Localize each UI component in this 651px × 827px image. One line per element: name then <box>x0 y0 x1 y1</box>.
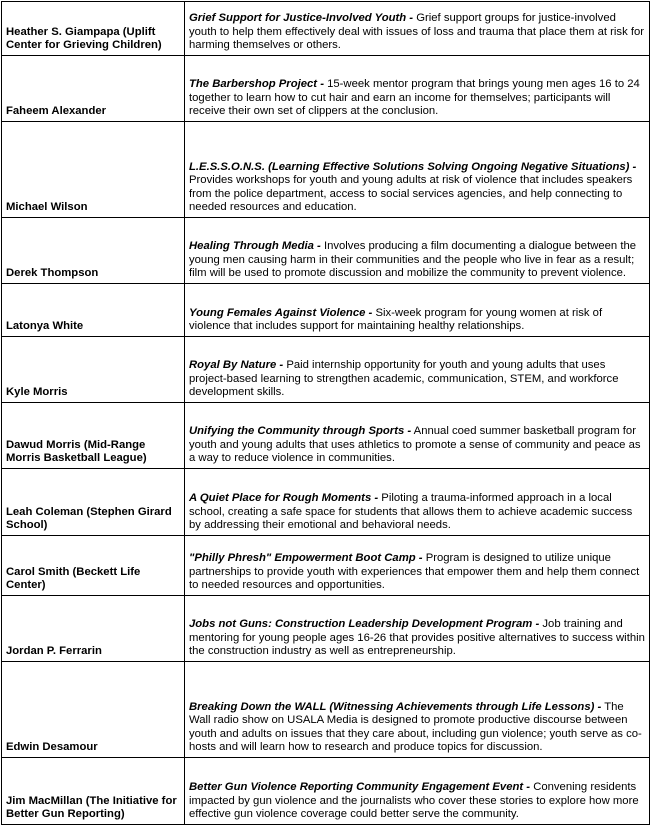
program-description: Provides workshops for youth and young adults at risk of violence that includes speakers from the police department, access to social services agencies, and help connecting to needed resources and education. <box>189 174 633 214</box>
table-row <box>2 536 650 596</box>
program-title: Young Females Against Violence - <box>189 306 373 319</box>
program-title: A Quiet Place for Rough Moments - <box>189 492 379 505</box>
program-description: Involves producing a film documenting a dialogue between the young men causing harm in their communities and the people who live in fear as a result; film will be used to promote discussion and mobilize the community to prevent violence. <box>189 240 637 280</box>
program-title: Jobs not Guns: Construction Leadership Development Program - <box>189 618 540 631</box>
table-row <box>2 758 650 825</box>
program-description: Grief support groups for justice-involved youth to help them effectively deal with issues of loss and trauma that place them at risk for harming themselves or others. <box>189 12 645 52</box>
program-title: Healing Through Media - <box>189 240 321 253</box>
table-row <box>2 337 650 403</box>
program-title: Better Gun Violence Reporting Community Engagement Event - <box>189 781 531 794</box>
program-cell <box>185 758 650 825</box>
grantee-name: Michael Wilson <box>2 122 185 218</box>
program-cell <box>185 662 650 758</box>
table-row <box>2 284 650 337</box>
program-cell <box>185 469 650 536</box>
grantee-name: Carol Smith (Beckett Life Center) <box>2 536 185 596</box>
grantee-name: Jim MacMillan (The Initiative for Better Gun Reporting) <box>2 758 185 825</box>
grantee-table <box>1 1 650 825</box>
table-row <box>2 403 650 469</box>
program-description: Convening residents impacted by gun violence and the journalists who cover these stories to explore how more effective gun violence coverage could better serve the community. <box>189 781 639 821</box>
program-description: Paid internship opportunity for youth and young adults that uses project-based learning to strengthen academic, communication, STEM, and workforce development skills. <box>189 359 619 399</box>
table-row <box>2 2 650 56</box>
table-row <box>2 56 650 122</box>
program-title: "Philly Phresh" Empowerment Boot Camp - <box>189 552 423 565</box>
program-description: The Wall radio show on USALA Media is designed to promote productive discourse between youth and adults on issues that they care about, including gun violence; youth serve as co-hosts and will learn how to research and produce topics for discussion. <box>189 700 642 754</box>
program-title: L.E.S.S.O.N.S. (Learning Effective Solutions Solving Ongoing Negative Situations) - <box>189 160 637 173</box>
program-cell <box>185 403 650 469</box>
table-row <box>2 218 650 284</box>
program-cell <box>185 536 650 596</box>
program-cell <box>185 122 650 218</box>
grantee-name: Derek Thompson <box>2 218 185 284</box>
program-cell <box>185 2 650 56</box>
program-cell <box>185 218 650 284</box>
grantee-name: Jordan P. Ferrarin <box>2 596 185 662</box>
program-title: Unifying the Community through Sports - <box>189 425 412 438</box>
program-title: Grief Support for Justice-Involved Youth - <box>189 12 414 25</box>
program-cell <box>185 596 650 662</box>
program-description: Job training and mentoring for young people ages 16-26 that provides positive alternatives to success within the construction industry as well as entrepreneurship. <box>189 618 645 658</box>
program-cell <box>185 56 650 122</box>
table-row <box>2 596 650 662</box>
grantee-name: Kyle Morris <box>2 337 185 403</box>
program-title: Royal By Nature - <box>189 359 284 372</box>
program-cell <box>185 284 650 337</box>
program-description: Piloting a trauma-informed approach in a local school, creating a safe space for students that allows them to achieve academic success by addressing their emotional and behavioral needs. <box>189 492 633 532</box>
program-title: Breaking Down the WALL (Witnessing Achievements through Life Lessons) - <box>189 700 602 713</box>
program-description: Program is designed to utilize unique partnerships to provide youth with experiences that empower them and help them connect to needed resources and opportunities. <box>189 552 640 592</box>
table-row <box>2 662 650 758</box>
program-cell <box>185 337 650 403</box>
table-row <box>2 122 650 218</box>
grantee-name: Dawud Morris (Mid-Range Morris Basketball League) <box>2 403 185 469</box>
program-description: Six-week program for young women at risk of violence that includes support for maintaining healthy relationships. <box>189 306 603 333</box>
program-description: 15-week mentor program that brings young men ages 16 to 24 together to learn how to cut hair and earn an income for themselves; participants will receive their own set of clippers at the conclusion. <box>189 78 640 118</box>
grantee-name: Leah Coleman (Stephen Girard School) <box>2 469 185 536</box>
program-title: The Barbershop Project - <box>189 78 324 91</box>
grantee-name: Heather S. Giampapa (Uplift Center for Grieving Children) <box>2 2 185 56</box>
table-row <box>2 469 650 536</box>
program-description: Annual coed summer basketball program for youth and young adults that uses athletics to promote a sense of community and peace as a way to reduce violence in communities. <box>189 425 641 465</box>
grantee-name: Latonya White <box>2 284 185 337</box>
grantee-name: Faheem Alexander <box>2 56 185 122</box>
grantee-name: Edwin Desamour <box>2 662 185 758</box>
